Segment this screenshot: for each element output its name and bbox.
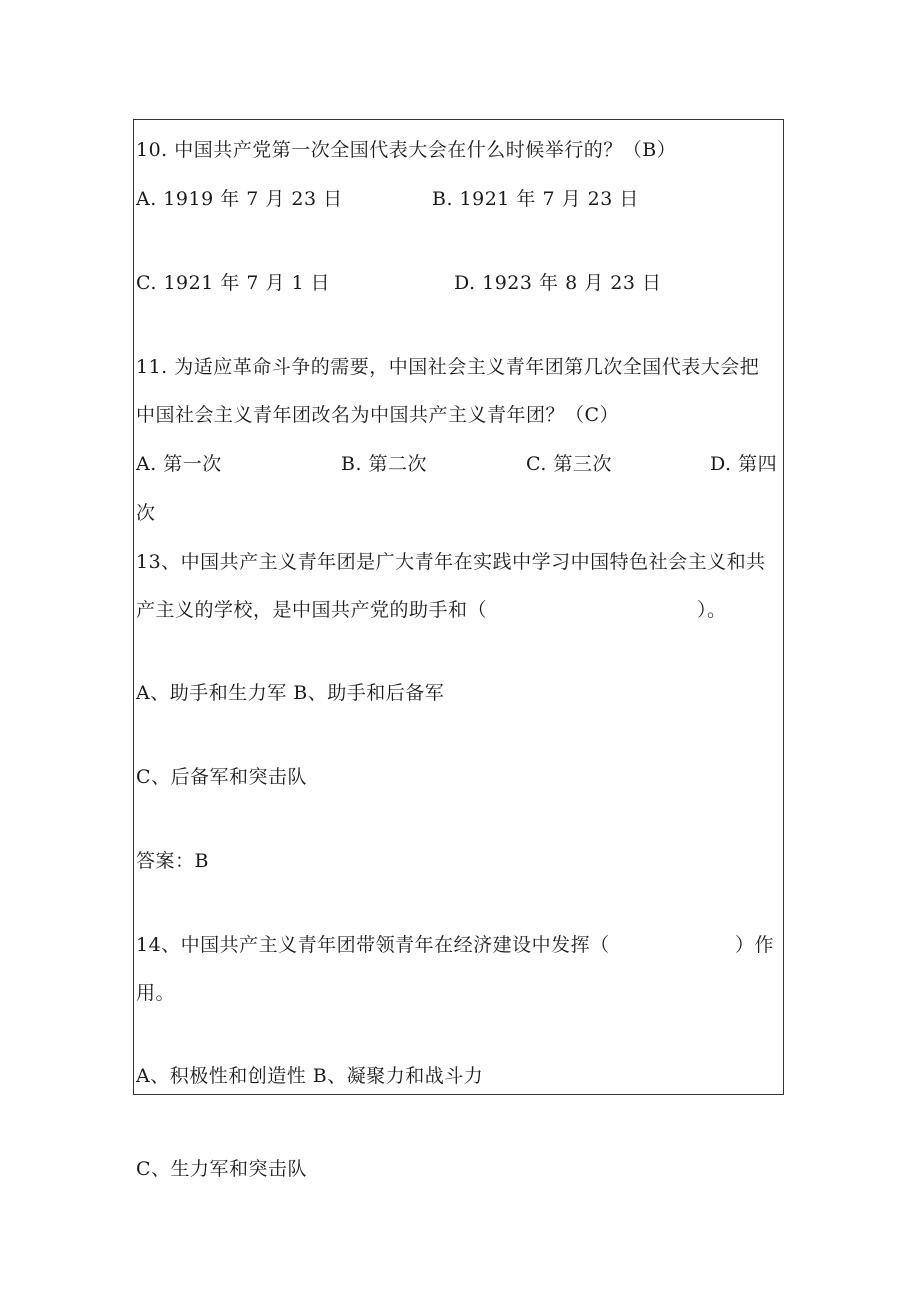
q11-option-b: B. 第二次 bbox=[341, 453, 428, 475]
q13-answer: 答案：B bbox=[136, 850, 209, 872]
q10-option-b: B. 1921 年 7 月 23 日 bbox=[432, 188, 639, 210]
q10-stem: 10. 中国共产党第一次全国代表大会在什么时候举行的？（B） bbox=[136, 139, 677, 161]
q13-stem-line-1: 13、中国共产主义青年团是广大青年在实践中学习中国特色社会主义和共 bbox=[136, 551, 766, 573]
q13-stem-line-2-start: 产主义的学校，是中国共产党的助手和（ bbox=[136, 599, 488, 621]
q10-option-c: C. 1921 年 7 月 1 日 bbox=[136, 272, 331, 294]
q13-stem-line-2-end: ）。 bbox=[697, 599, 727, 621]
q11-option-c: C. 第三次 bbox=[526, 453, 612, 475]
q14-option-ab: A、积极性和创造性 B、凝聚力和战斗力 bbox=[136, 1065, 484, 1087]
q11-stem-line-1: 11. 为适应革命斗争的需要，中国社会主义青年团第几次全国代表大会把 bbox=[136, 356, 760, 378]
q14-option-c: C、生力军和突击队 bbox=[136, 1158, 308, 1180]
q11-option-d-wrap: 次 bbox=[136, 502, 156, 524]
q14-stem-line-1-start: 14、中国共产主义青年团带领青年在经济建设中发挥（ bbox=[136, 934, 610, 956]
q11-option-a: A. 第一次 bbox=[136, 453, 222, 475]
q14-stem-line-2: 用。 bbox=[136, 982, 176, 1004]
q13-option-ab: A、助手和生力军 B、助手和后备军 bbox=[136, 682, 445, 704]
q11-option-d: D. 第四 bbox=[710, 453, 778, 475]
q14-stem-line-1-end: ）作 bbox=[735, 934, 775, 956]
q13-option-c: C、后备军和突击队 bbox=[136, 766, 308, 788]
q10-option-d: D. 1923 年 8 月 23 日 bbox=[454, 272, 662, 294]
q11-stem-line-2: 中国社会主义青年团改名为中国共产主义青年团？（C） bbox=[136, 404, 620, 426]
q10-option-a: A. 1919 年 7 月 23 日 bbox=[136, 188, 343, 210]
